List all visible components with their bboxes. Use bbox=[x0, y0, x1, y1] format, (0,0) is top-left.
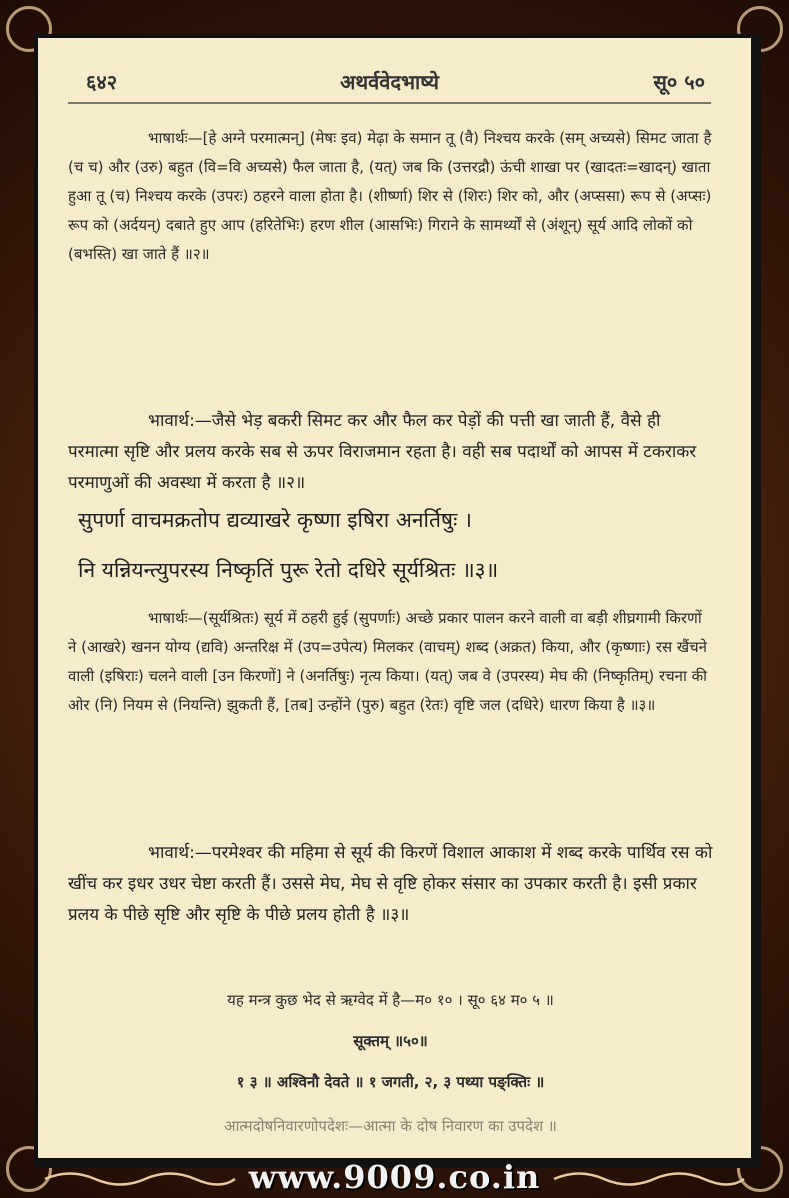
page-number: ६४२ bbox=[86, 70, 118, 94]
devata-line: १ ३ ॥ अश्विनौ देवते ॥ १ जगती, २, ३ पथ्या पङ्क्तिः ॥ bbox=[236, 1073, 545, 1091]
sukta-number: सू० ५० bbox=[653, 70, 705, 94]
footer-website-link[interactable]: www.9009.co.in bbox=[248, 1158, 541, 1196]
upadesha-line: आत्मदोषनिवारणोपदेशः—आत्मा के दोष निवारण का उपदेश ॥ bbox=[224, 1117, 557, 1135]
bhavartha-paragraph-2: भावार्थ:—परमेश्वर की महिमा से सूर्य की किरणें विशाल आकाश में शब्द करके पार्थिव रस को खींच कर इधर उधर चेष्टा करती हैं। उससे मेघ, मेघ से वृष्टि होकर संसार का उपकार करती है। इसी प्रकार प्रलय के पीछे सृष्टि और सृष्टि के पीछे प्रलय होती है ॥३॥ bbox=[68, 843, 713, 925]
mantra-line-2: नि यन्नियन्त्युपरस्य निष्कृतिं पुरू रेतो दधिरे सूर्यश्रितः ॥३॥ bbox=[78, 558, 499, 582]
rigveda-note: यह मन्त्र कुछ भेद से ऋग्वेद में है—म० १० । सू० ६४ म० ५ ॥ bbox=[227, 991, 554, 1009]
page-header bbox=[68, 68, 711, 104]
page-title: अथर्ववेदभाष्ये bbox=[340, 70, 439, 94]
suktam-heading: सूक्तम् ॥५०॥ bbox=[353, 1032, 428, 1050]
mantra-line-1: सुपर्णा वाचमक्रतोप द्यव्याखरे कृष्णा इषिरा अनर्तिषुः । bbox=[78, 508, 472, 532]
bhashartha-paragraph-1: भाषार्थः—[हे अग्ने परमात्मन्] (मेषः इव) मेढ़ा के समान तू (वै) निश्चय करके (सम् अच्यसे) सिमट जाता है (च च) और (उरु) बहुत (वि=वि अच्यसे) फैल जाता है, (यत्) जब कि (उत्तरद्रौ) ऊंची शाखा पर (खादतः=खादन्) खाता हुआ तू (च) निश्चय करके (उपरः) ठहरने वाला होता है। (शीर्ष्णा) शिर से (शिरः) शिर को, और (अप्ससा) रूप से (अप्सः) रूप को (अर्दयन्) दबाते हुए आप (हरितेभिः) हरण शील (आसभिः) गिराने के सामर्थ्यों से (अंशून्) सूर्य आदि लोकों को (बभस्ति) खा जाते हैं ॥२॥ bbox=[68, 129, 712, 263]
bhavartha-paragraph-1: भावार्थ:—जैसे भेड़ बकरी सिमट कर और फैल कर पेड़ों की पत्ती खा जाती हैं, वैसे ही परमात्मा सृष्टि और प्रलय करके सब से ऊपर विराजमान रहता है। वही सब पदार्थों को आपस में टकराकर परमाणुओं की अवस्था में करता है ॥२॥ bbox=[68, 411, 697, 493]
header-rule bbox=[68, 102, 711, 104]
book-page bbox=[38, 38, 751, 1158]
bhashartha-paragraph-2: भाषार्थः—(सूर्यश्रितः) सूर्य में ठहरी हुई (सुपर्णाः) अच्छे प्रकार पालन करने वाली वा बड़ी शीघ्रगामी किरणों ने (आखरे) खनन योग्य (द्यवि) अन्तरिक्ष में (उप=उपेत्य) मिलकर (वाचम्) शब्द (अक्रत) किया, और (कृष्णाः) रस खैंचने वाली (इषिराः) चलने वाली [उन किरणों] ने (अनर्तिषुः) नृत्य किया। (यत्) जब वे (उपरस्य) मेघ की (निष्कृतिम्) रचना की ओर (नि) नियम से (नियन्ति) झुकती हैं, [तब] उन्होंने (पुरु) बहुत (रेतः) वृष्टि जल (दधिरे) धारण किया है ॥३॥ bbox=[68, 609, 708, 714]
